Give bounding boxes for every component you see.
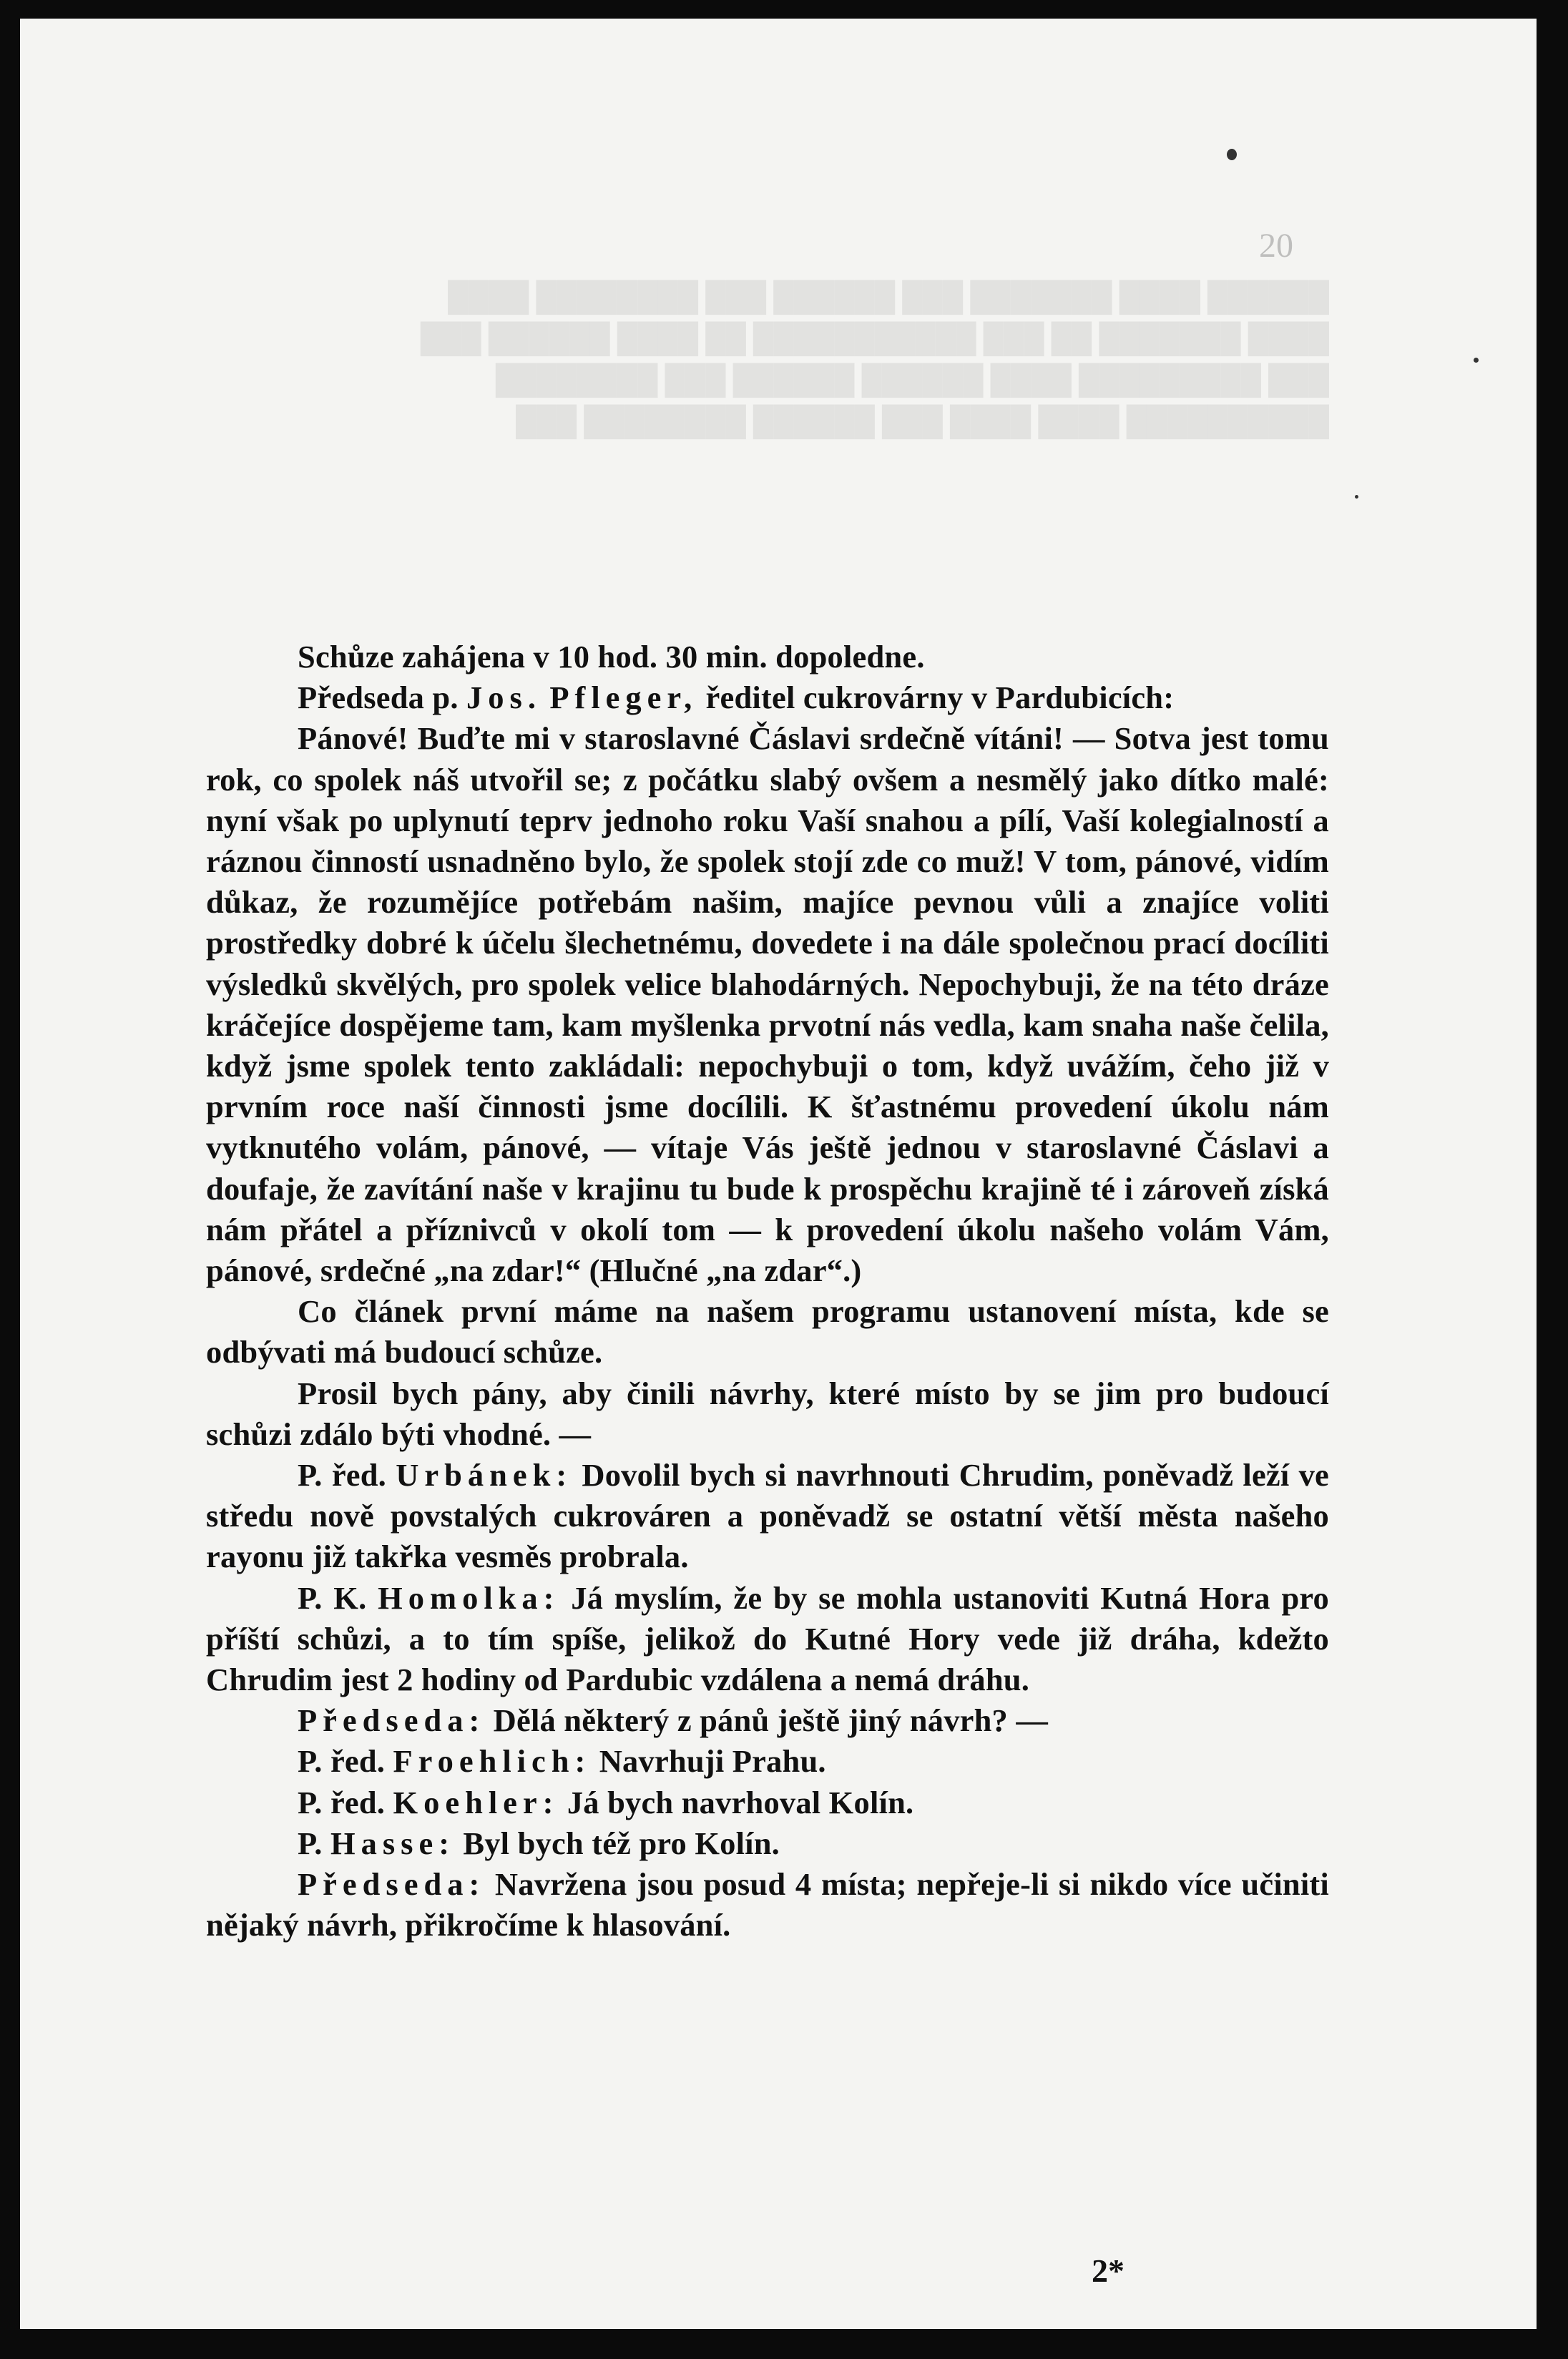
ink-speck xyxy=(1355,495,1358,499)
spaced-name: Koehler: xyxy=(393,1784,559,1820)
paragraph-text: Dělá některý z pánů ještě jiný návrh? — xyxy=(485,1702,1049,1739)
paragraph-text: Navrhuji Prahu. xyxy=(591,1743,826,1780)
paragraph xyxy=(206,1782,1329,1823)
signature-mark: 2* xyxy=(1092,2252,1124,2289)
paragraph-text: Já bych navrhoval Kolín. xyxy=(559,1784,914,1820)
paragraph-text: Pánové! Buďte mi v staroslavné Čáslavi srdečně vítáni! — Sotva jest tomu rok, co spolek náš utvořil se; z počátku slabý ovšem a nesmělý jako dítko malé: nyní však po uplynutí teprv jednoho roku Vaší snahou a pílí, Vaší kolegialností a ráznou činností usnadněno bylo, že spolek stojí zde co muž! V tom, pánové, vidím důkaz, že rozumějíce potřebám našim, majíce pevnou vůli a znajíce voliti prostředky dobré k účelu šlechetnému, dovedete i na dále společnou prací docíliti výsledků skvělých, pro spolek velice blahodárných. Nepochybuji, že na této dráze kráčejíce dospějeme tam, kam myšlenka prvotní nás vedla, kam snaha naše čelila, když jsme spolek tento zakládali: nepochybuji o tom, když uvážím, čeho již v prvním roce naší činnosti jsme docílili. K šťastnému provedení úkolu nám vytknutého volám, pánové, — vítaje Vás ještě jednou v staroslavné Čáslavi a doufaje, že zavítání naše v krajinu tu bude k prospěchu krajině té i zároveň získá nám přátel a příznivců v okolí tom — k provedení úkolu našeho volám Vám, pánové, srdečné „na zdar!“ (Hlučné „na zdar“.) xyxy=(206,720,1329,1289)
paragraph xyxy=(206,1455,1329,1578)
paragraph-text: P. řed. xyxy=(298,1457,396,1494)
paragraph xyxy=(206,1373,1329,1455)
paragraph-text: Já myslím, že by se mohla ustanoviti Kutná Hora pro příští schůzi, a to tím spíše, jelikož do Kutné Hory vede již dráha, kdežto Chrudim jest 2 hodiny od Pardubic vzdálena a nemá dráhu. xyxy=(206,1579,1329,1698)
document-page xyxy=(20,19,1537,2329)
spaced-name: Předseda: xyxy=(298,1702,486,1739)
paragraph-text: Co článek první máme na našem programu ustanovení místa, kde se odbývati má budoucí schůze. xyxy=(206,1293,1329,1370)
paragraph xyxy=(206,1741,1329,1782)
paragraph-text: P. xyxy=(298,1825,330,1861)
bleed-through-text: ██████ ████ ███████ ███ ██████ ███ ████████ ████ ████ ███████ ██ ███ ███████████ ██ ████ ██████ ███ ███ █████████ ████ ██████ ██████ ███ ████████ ██████████ ████ ████ ███ ██████ ████████ ███ xyxy=(420,280,1329,437)
spaced-name: Froehlich: xyxy=(393,1743,592,1780)
paragraph-text: P. K. xyxy=(298,1579,378,1616)
paragraph-text: P. řed. xyxy=(298,1743,393,1780)
paragraph xyxy=(206,1823,1329,1864)
paragraph-text: Byl bych též pro Kolín. xyxy=(455,1825,780,1861)
paragraph-text: Dovolil bych si navrhnouti Chrudim, poněvadž leží ve středu nově povstalých cukrováren a poněvadž se ostatní větší města našeho rayonu již takřka vesměs probrala. xyxy=(206,1457,1330,1575)
paragraph xyxy=(206,677,1329,718)
paragraph xyxy=(206,718,1329,1291)
spaced-name: Hasse: xyxy=(330,1825,456,1861)
ink-speck xyxy=(1227,149,1237,160)
body-text xyxy=(206,637,1329,1946)
faint-page-number: 20 xyxy=(1259,227,1293,265)
ink-speck xyxy=(1474,358,1479,363)
spaced-name: Předseda: xyxy=(298,1866,486,1903)
paragraph xyxy=(206,1864,1329,1946)
paragraph-text: ředitel cukrovárny v Pardubicích: xyxy=(697,680,1175,716)
paragraph-text: Navržena jsou posud 4 místa; nepřeje-li si nikdo více učiniti nějaký návrh, přikročíme k hlasování. xyxy=(206,1866,1329,1943)
paragraph-text: P. řed. xyxy=(298,1784,393,1820)
paragraph xyxy=(206,1700,1329,1741)
spaced-name: Homolka: xyxy=(378,1579,560,1616)
paragraph-text xyxy=(542,680,549,715)
paragraph xyxy=(206,637,1329,677)
spaced-name: Pfleger, xyxy=(549,680,698,716)
spaced-name: Jos. xyxy=(466,680,542,716)
paragraph-text: Schůze zahájena v 10 hod. 30 min. dopoledne. xyxy=(298,639,925,675)
paragraph xyxy=(206,1578,1329,1701)
paragraph xyxy=(206,1291,1329,1373)
spaced-name: Urbánek: xyxy=(396,1457,573,1494)
paragraph-text: Předseda p. xyxy=(298,680,467,716)
paragraph-text: Prosil bych pány, aby činili návrhy, které místo by se jim pro budoucí schůzi zdálo býti vhodné. — xyxy=(206,1375,1329,1452)
